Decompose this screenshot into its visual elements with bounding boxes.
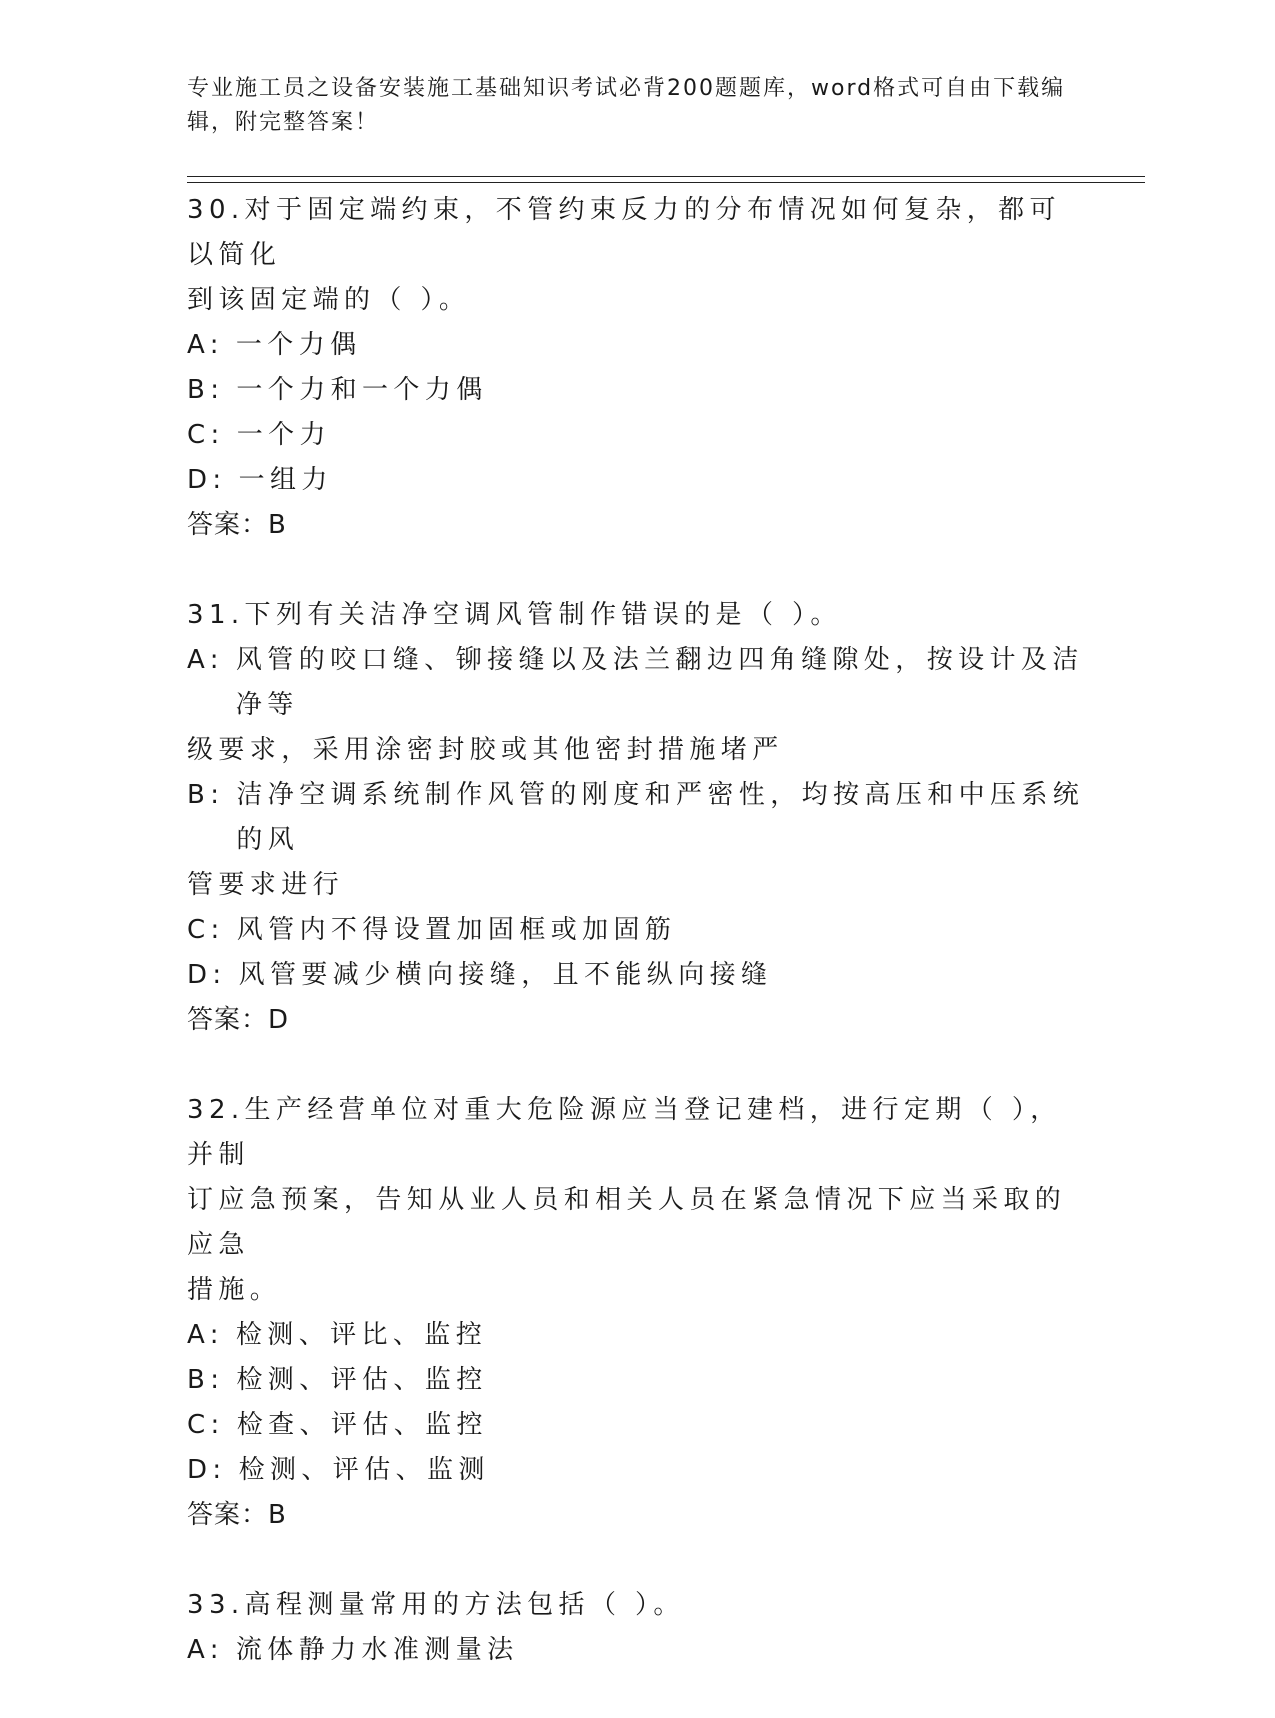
question-stem-line: 31.下列有关洁净空调风管制作错误的是（ ）。 xyxy=(187,600,842,630)
answer-line: 答案：B xyxy=(187,1500,287,1530)
option-text: 检测、评估、监测 xyxy=(238,1455,490,1485)
option-key: B: xyxy=(187,1365,225,1395)
option-text: 一组力 xyxy=(238,465,333,495)
option-key: C: xyxy=(187,1410,225,1440)
option-text: 流体静力水准测量法 xyxy=(235,1635,519,1665)
question-stem-line: 订应急预案，告知从业人员和相关人员在紧急情况下应当采取的应急 xyxy=(187,1185,1067,1260)
option-key: A: xyxy=(187,645,224,675)
document-header xyxy=(187,72,1087,140)
option-text: 风管要减少横向接缝，且不能纵向接缝 xyxy=(238,960,773,990)
option-row xyxy=(187,1448,1087,1493)
option-text: 一个力和一个力偶 xyxy=(236,375,488,405)
option-text: 洁净空调系统制作风管的刚度和严密性，均按高压和中压系统的风 xyxy=(236,780,1085,855)
option-key: B: xyxy=(187,375,225,405)
question-block xyxy=(187,1088,1087,1538)
question-block xyxy=(187,593,1087,1043)
option-key: D: xyxy=(187,1455,227,1485)
option-text: 一个力 xyxy=(236,420,331,450)
option-text: 检测、评估、监控 xyxy=(236,1365,488,1395)
question-list xyxy=(187,188,1087,1718)
option-key: D: xyxy=(187,465,227,495)
question-stem-line: 32.生产经营单位对重大危险源应当登记建档，进行定期（ ），并制 xyxy=(187,1095,1062,1170)
option-row xyxy=(187,1628,1087,1673)
option-text-continuation: 管要求进行 xyxy=(187,870,345,900)
question-stem-line: 到该固定端的（ ）。 xyxy=(187,285,471,315)
question-stem-line: 措施。 xyxy=(187,1275,282,1305)
option-text: 检查、评估、监控 xyxy=(236,1410,488,1440)
option-row xyxy=(187,953,1087,998)
option-key: A: xyxy=(187,1635,224,1665)
option-row xyxy=(187,908,1087,953)
header-divider-top xyxy=(187,176,1145,177)
header-divider-bottom xyxy=(187,182,1145,183)
option-row xyxy=(187,458,1087,503)
header-title: 专业施工员之设备安装施工基础知识考试必背200题题库，word格式可自由下载编辑，附完整答案！ xyxy=(187,76,1066,135)
option-row xyxy=(187,638,1087,728)
option-key: D: xyxy=(187,960,227,990)
option-key: B: xyxy=(187,780,225,810)
option-row xyxy=(187,1403,1087,1448)
question-block xyxy=(187,188,1087,548)
option-key: A: xyxy=(187,1320,224,1350)
option-row xyxy=(187,1358,1087,1403)
question-block xyxy=(187,1583,1087,1673)
option-row xyxy=(187,413,1087,458)
question-stem-line: 30.对于固定端约束，不管约束反力的分布情况如何复杂，都可以简化 xyxy=(187,195,1061,270)
option-text: 检测、评比、监控 xyxy=(235,1320,488,1350)
option-text-continuation: 级要求，采用涂密封胶或其他密封措施堵严 xyxy=(187,735,784,765)
option-row xyxy=(187,323,1087,368)
option-key: A: xyxy=(187,330,224,360)
option-key: C: xyxy=(187,915,225,945)
option-row xyxy=(187,773,1087,863)
option-text: 一个力偶 xyxy=(235,330,362,360)
answer-line: 答案：D xyxy=(187,1005,290,1035)
option-key: C: xyxy=(187,420,225,450)
option-row xyxy=(187,1313,1087,1358)
option-text: 风管内不得设置加固框或加固筋 xyxy=(236,915,677,945)
option-text: 风管的咬口缝、铆接缝以及法兰翻边四角缝隙处，按设计及洁净等 xyxy=(235,645,1084,720)
answer-line: 答案：B xyxy=(187,510,287,540)
question-stem-line: 33.高程测量常用的方法包括（ ）。 xyxy=(187,1590,685,1620)
option-row xyxy=(187,368,1087,413)
